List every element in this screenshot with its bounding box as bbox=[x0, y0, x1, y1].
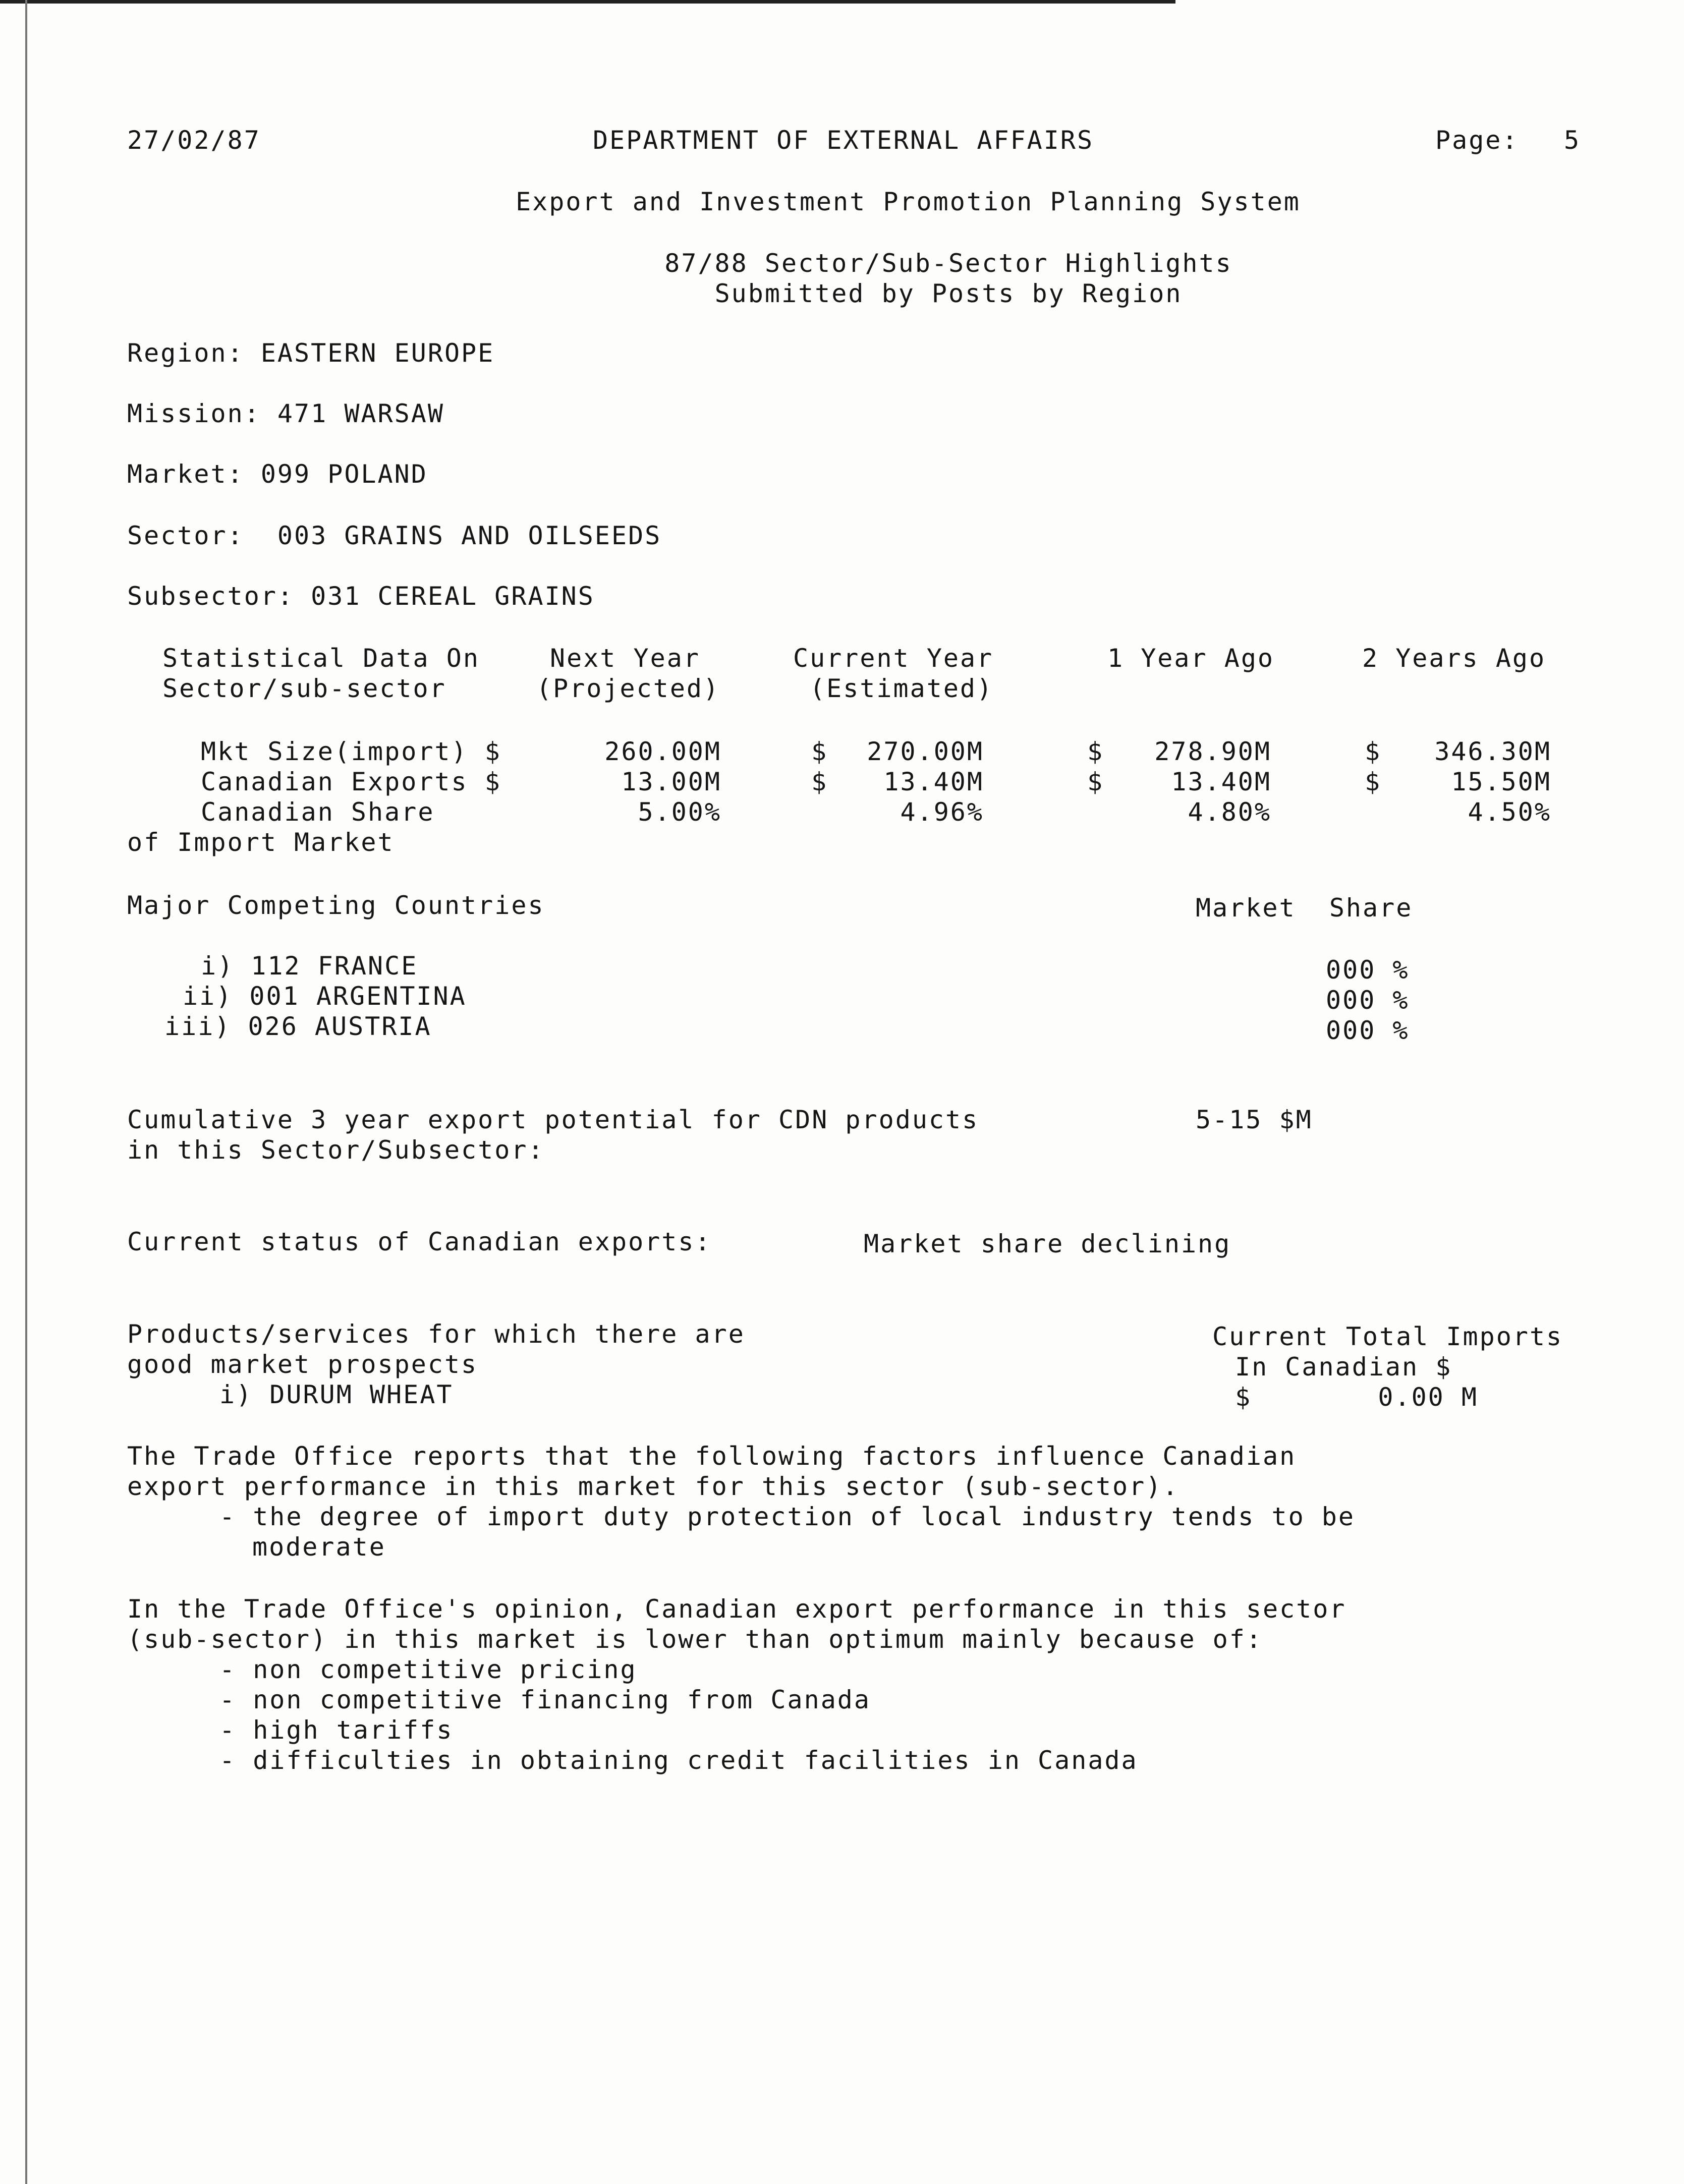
competitor-austria: iii) 026 AUSTRIA bbox=[164, 1012, 432, 1041]
competitors-heading: Major Competing Countries bbox=[127, 891, 545, 920]
potential-value: 5-15 $M bbox=[1196, 1105, 1313, 1134]
report-date: 27/02/87 bbox=[127, 126, 261, 155]
factors-line1: The Trade Office reports that the following factors influence Canadian bbox=[127, 1442, 1297, 1471]
prospects-line2: good market prospects bbox=[127, 1350, 478, 1379]
page-label: Page: bbox=[1435, 126, 1519, 155]
row-label-share-line2: of Import Market bbox=[127, 828, 395, 857]
exports-current-year: 13.40M bbox=[883, 767, 984, 796]
mkt-size-current-cur: $ bbox=[811, 737, 828, 766]
share-argentina: 000 % bbox=[1326, 986, 1410, 1015]
col-2-years-ago: 2 Years Ago bbox=[1362, 644, 1546, 673]
potential-line1: Cumulative 3 year export potential for CDN products bbox=[127, 1105, 979, 1134]
col-1-year-ago: 1 Year Ago bbox=[1107, 644, 1275, 673]
report-title: 87/88 Sector/Sub-Sector Highlights bbox=[664, 249, 1232, 278]
prospects-line1: Products/services for which there are bbox=[127, 1319, 745, 1349]
row-label-canadian-share: Canadian Share bbox=[201, 797, 435, 827]
share-current-year: 4.96% bbox=[900, 797, 984, 827]
imports-heading-line1: Current Total Imports bbox=[1212, 1322, 1563, 1351]
potential-line2: in this Sector/Subsector: bbox=[127, 1135, 545, 1165]
competitor-france: i) 112 FRANCE bbox=[201, 951, 418, 981]
scan-left-edge bbox=[25, 0, 27, 2184]
share-2-years-ago: 4.50% bbox=[1468, 797, 1551, 827]
exports-2yr-cur: $ bbox=[1365, 767, 1382, 796]
imports-heading-line2: In Canadian $ bbox=[1235, 1352, 1452, 1382]
mkt-size-1yr-cur: $ bbox=[1087, 737, 1104, 766]
reason-tariffs: - high tariffs bbox=[219, 1715, 454, 1745]
col-next-year: Next Year bbox=[550, 644, 700, 673]
opinion-line2: (sub-sector) in this market is lower than optimum mainly because of: bbox=[127, 1625, 1263, 1654]
system-title: Export and Investment Promotion Planning System bbox=[516, 187, 1301, 216]
market-line: Market: 099 POLAND bbox=[127, 459, 428, 489]
share-france: 000 % bbox=[1326, 955, 1410, 985]
share-1-year-ago: 4.80% bbox=[1188, 797, 1271, 827]
reason-financing: - non competitive financing from Canada bbox=[219, 1685, 871, 1714]
competitor-argentina: ii) 001 ARGENTINA bbox=[183, 982, 467, 1011]
factor-item-line2: moderate bbox=[252, 1532, 386, 1562]
page-number: 5 bbox=[1564, 126, 1581, 155]
exports-1yr-cur: $ bbox=[1087, 767, 1104, 796]
reason-pricing: - non competitive pricing bbox=[219, 1655, 637, 1684]
exports-next-year: 13.00M bbox=[621, 767, 721, 796]
status-label: Current status of Canadian exports: bbox=[127, 1227, 712, 1256]
row-label-canadian-exports: Canadian Exports $ bbox=[201, 767, 501, 796]
sector-line: Sector: 003 GRAINS AND OILSEEDS bbox=[127, 521, 662, 550]
exports-2-years-ago: 15.50M bbox=[1451, 767, 1551, 796]
stats-label-line2: Sector/sub-sector bbox=[162, 674, 446, 703]
factors-line2: export performance in this market for this sector (sub-sector). bbox=[127, 1472, 1180, 1501]
mkt-size-current-year: 270.00M bbox=[867, 737, 984, 766]
opinion-line1: In the Trade Office's opinion, Canadian export performance in this sector bbox=[127, 1594, 1346, 1624]
share-next-year: 5.00% bbox=[638, 797, 721, 827]
department-name: DEPARTMENT OF EXTERNAL AFFAIRS bbox=[593, 126, 1094, 155]
col-current-year: Current Year bbox=[793, 644, 994, 673]
factor-item-line1: - the degree of import duty protection of local industry tends to be bbox=[219, 1502, 1355, 1531]
mkt-size-2-years-ago: 346.30M bbox=[1434, 737, 1551, 766]
mission-line: Mission: 471 WARSAW bbox=[127, 399, 444, 428]
scan-top-edge bbox=[0, 0, 1175, 4]
row-label-mkt-size: Mkt Size(import) $ bbox=[201, 737, 501, 766]
prospect-item-durum-wheat: i) DURUM WHEAT bbox=[219, 1380, 454, 1409]
imports-currency: $ bbox=[1235, 1383, 1252, 1412]
col-current-year-note: (Estimated) bbox=[810, 674, 994, 703]
subsector-line: Subsector: 031 CEREAL GRAINS bbox=[127, 582, 595, 611]
mkt-size-1-year-ago: 278.90M bbox=[1154, 737, 1271, 766]
region-line: Region: EASTERN EUROPE bbox=[127, 338, 495, 368]
mkt-size-2yr-cur: $ bbox=[1365, 737, 1382, 766]
imports-value: 0.00 M bbox=[1378, 1383, 1478, 1412]
stats-label-line1: Statistical Data On bbox=[162, 644, 480, 673]
col-next-year-note: (Projected) bbox=[536, 674, 720, 703]
status-value: Market share declining bbox=[864, 1229, 1231, 1258]
share-austria: 000 % bbox=[1326, 1016, 1410, 1045]
exports-current-cur: $ bbox=[811, 767, 828, 796]
reason-credit: - difficulties in obtaining credit facilities in Canada bbox=[219, 1746, 1138, 1775]
mkt-size-next-year: 260.00M bbox=[604, 737, 721, 766]
report-subtitle: Submitted by Posts by Region bbox=[714, 279, 1183, 308]
exports-1-year-ago: 13.40M bbox=[1171, 767, 1271, 796]
market-share-heading: Market Share bbox=[1196, 893, 1413, 923]
